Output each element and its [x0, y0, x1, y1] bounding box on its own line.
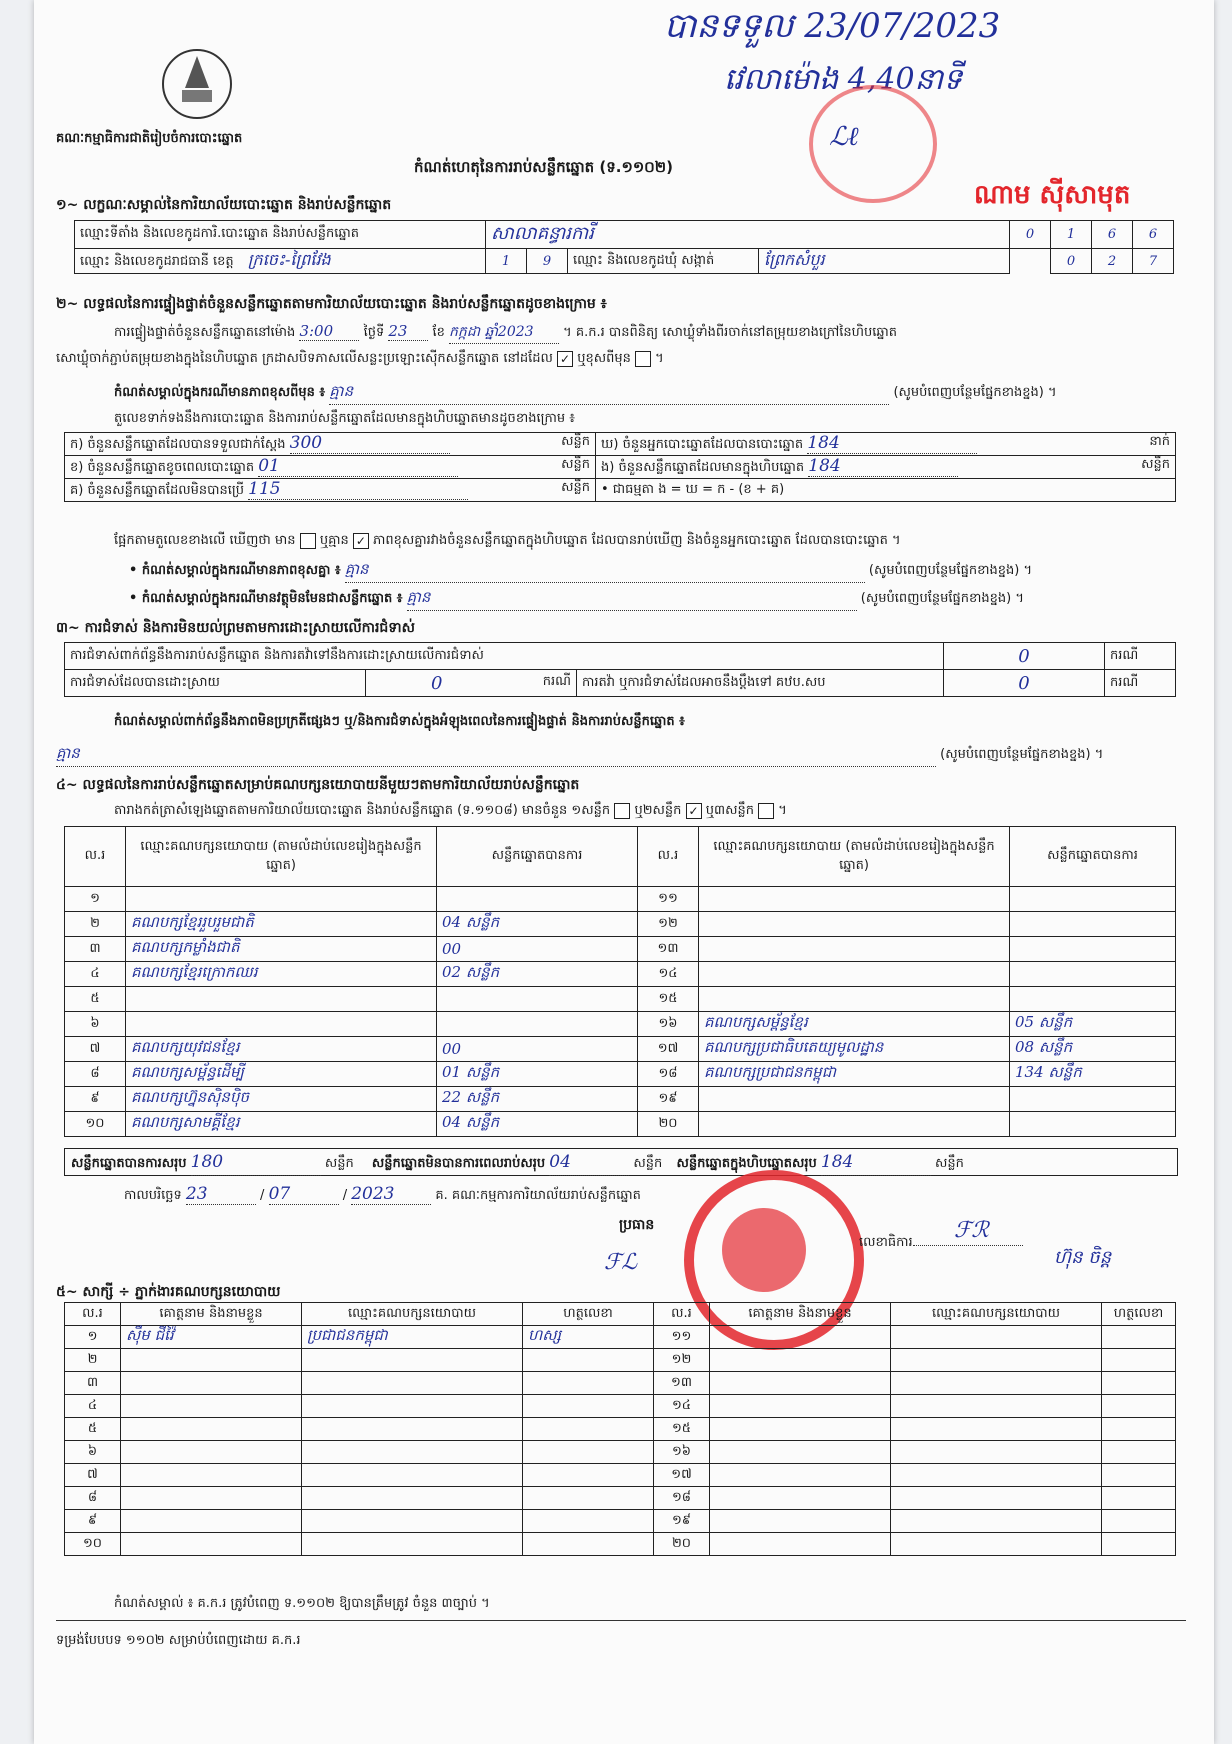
- witness-row: [65, 1533, 1176, 1556]
- witness-row: [65, 1510, 1176, 1533]
- result-party: [699, 987, 1010, 1012]
- result-no: ១: [65, 887, 126, 912]
- total-invalid-value: 04: [549, 1149, 629, 1176]
- result-party: គណបក្សកម្លាំងជាតិ: [126, 937, 437, 962]
- compare-line: ផ្អែកតាមតួលេខខាងលើ ឃើញថា មាន ឬគ្មាន ✓ ភាពខុសគ្នារវាងចំនួនសន្លឹកឆ្នោតក្នុងហិបឆ្នោត ដែលបានរាប់ឃើញ និងចំនួនអ្នកបោះឆ្នោត ដែលបានបោះឆ្នោត ។: [114, 533, 901, 548]
- result-votes: 04 សន្លឹក: [437, 1112, 638, 1137]
- location-code-digit: 6: [1133, 221, 1174, 249]
- witness-no: ១៩: [654, 1510, 710, 1533]
- witness-signature: [523, 1349, 654, 1372]
- witness-row: [65, 1441, 1176, 1464]
- receiver-signature: ℒℓ: [829, 122, 859, 152]
- witness-party: [302, 1349, 523, 1372]
- witness-party: [302, 1464, 523, 1487]
- result-no: ២: [65, 912, 126, 937]
- result-party: គណបក្សសម្ព័ន្ធដើម្បី: [126, 1062, 437, 1087]
- result-row: [65, 1087, 1176, 1112]
- result-votes: [437, 987, 638, 1012]
- result-party: [699, 912, 1010, 937]
- result-no: ១០: [65, 1112, 126, 1137]
- chair-signature: ℱℒ: [604, 1250, 638, 1275]
- section5-heading: ៥~ សាក្សី ÷ ភ្នាក់ងារគណបក្សនយោបាយ: [56, 1284, 281, 1300]
- result-no: ៧: [65, 1037, 126, 1062]
- witness-no: ៩: [65, 1510, 121, 1533]
- result-no: ២០: [638, 1112, 699, 1137]
- commune-code-digit: 7: [1133, 249, 1174, 274]
- section3-note-value: គ្មាន: [56, 744, 936, 767]
- witness-name: [710, 1533, 891, 1556]
- result-row: [65, 1037, 1176, 1062]
- witness-no: ៨: [65, 1487, 121, 1510]
- witness-signature: ហស្ស: [523, 1326, 654, 1349]
- commune-label: ឈ្មោះ និងលេខកូដឃុំ សង្កាត់: [568, 249, 759, 274]
- verification-month-value: កក្កដា ឆ្នាំ2023: [449, 322, 559, 344]
- witness-party: [891, 1395, 1102, 1418]
- note2-line: • កំណត់សម្គាល់ក្នុងករណីមានភាពខុសគ្នា ៖ គ្មាន (សូមបំពេញបន្ថែមផ្នែកខាងខ្នង) ។: [129, 560, 1032, 583]
- ballots-in-box-value: 184: [808, 456, 958, 477]
- result-votes: [1010, 912, 1176, 937]
- witness-name: [710, 1487, 891, 1510]
- witness-signature: [523, 1464, 654, 1487]
- witness-no: ១៣: [654, 1372, 710, 1395]
- result-row: [65, 937, 1176, 962]
- result-no: ៤: [65, 962, 126, 987]
- witness-signature: [1102, 1418, 1176, 1441]
- result-votes: 08 សន្លឹក: [1010, 1037, 1176, 1062]
- nec-logo-icon: [152, 42, 242, 122]
- witness-party: [891, 1326, 1102, 1349]
- commune-code-digit: 2: [1092, 249, 1133, 274]
- witness-name: [710, 1372, 891, 1395]
- section3-note-label: កំណត់សម្គាល់ពាក់ព័ន្ធនឹងភាពមិនប្រក្រតីផ្សេងៗ ឬ/និងការជំទាស់ក្នុងអំឡុងពេលនៃការផ្ទៀងផ្ទាត់ និងការរាប់សន្លឹកឆ្នោត ៖: [114, 714, 685, 729]
- total-valid-value: 180: [191, 1149, 321, 1176]
- witness-name: [710, 1464, 891, 1487]
- witness-name: [121, 1395, 302, 1418]
- witness-name: ស៊ឹម ជីវ៉ៃ: [121, 1326, 302, 1349]
- secretary-name: ហ៊ុន ចិន្ត: [1054, 1247, 1112, 1268]
- location-code-digit: 0: [1010, 221, 1051, 249]
- witness-signature: [523, 1372, 654, 1395]
- witness-name: [121, 1464, 302, 1487]
- witness-no: ១៨: [654, 1487, 710, 1510]
- verification-time-value: 3:00: [299, 322, 359, 341]
- results-table: ល.រ ឈ្មោះគណបក្សនយោបាយ (តាមលំដាប់លេខរៀងក្នុងសន្លឹកឆ្នោត) សន្លឹកឆ្នោតបានការ ល.រ ឈ្មោះគណបក្សនយោបាយ (តាមលំដាប់លេខរៀងក្នុងសន្លឹកឆ្នោត) សន្លឹកឆ្នោតបានការ ១ ១១ ២ គណបក្សខ្មែររួបរួមជាតិ 04 សន្លឹក ១២ ៣ គណបក្សកម្លាំងជាតិ 00 ១៣ ៤ គណបក្សខ្មែរក្រោកឈរ 02 សន្លឹក ១៤ ៥ ១៥ ៦ ១៦ គណបក្សសម្ព័ន្ធខ្មែរ 05 សន្លឹក ៧ គណបក្សយុវជនខ្មែរ 00 ១៧ គណបក្សប្រជាធិបតេយ្យមូលដ្ឋាន 08 សន្លឹក ៨ គណបក្សសម្ព័ន្ធដើម្បី 01 សន្លឹក ១៨ គណបក្សប្រជាជនកម្ពុជា 134 សន្លឹក ៩ គណបក្សហ្វ៊ុនស៊ិនប៉ិច 22 សន្លឹក ១៩ ១០ គណបក្សសាមគ្គីខ្មែរ 04 សន្លឹក ២០: [64, 826, 1176, 1137]
- result-party: [126, 887, 437, 912]
- commune-code-digit: 0: [1051, 249, 1092, 274]
- result-party: គណបក្សប្រជាធិបតេយ្យមូលដ្ឋាន: [699, 1037, 1010, 1062]
- result-row: [65, 887, 1176, 912]
- result-party: គណបក្សប្រជាជនកម្ពុជា: [699, 1062, 1010, 1087]
- location-code-digit: 6: [1092, 221, 1133, 249]
- witness-no: ១០: [65, 1533, 121, 1556]
- witness-party: [302, 1533, 523, 1556]
- result-party: គណបក្សយុវជនខ្មែរ: [126, 1037, 437, 1062]
- secretary-signature: ℱℛ: [954, 1218, 989, 1243]
- result-party: គណបក្សខ្មែររួបរួមជាតិ: [126, 912, 437, 937]
- witness-name: [710, 1510, 891, 1533]
- result-party: [699, 937, 1010, 962]
- location-code-digit: 1: [1051, 221, 1092, 249]
- result-no: ១៦: [638, 1012, 699, 1037]
- seal-paragraph: សោឃ្លុំចាក់ភ្ជាប់តម្រុយខាងក្នុងនៃហិបឆ្នោត ក្រដាសបិទភាសលើសន្លះប្រឡោះស៊ើកសន្លឹកឆ្នោត នៅដដែល ✓ ឬខុសពីមុន ។: [56, 351, 664, 366]
- result-party: គណបក្សហ្វ៊ុនស៊ិនប៉ិច: [126, 1087, 437, 1112]
- committee-name: គណៈកម្មាធិការជាតិរៀបចំការបោះឆ្នោត: [56, 131, 243, 146]
- result-no: ១៤: [638, 962, 699, 987]
- verification-day-value: 23: [388, 322, 428, 341]
- result-no: ១៩: [638, 1087, 699, 1112]
- attachment-line: តារាងកត់ត្រាសំឡេងឆ្នោតតាមការិយាល័យបោះឆ្នោត និងរាប់សន្លឹកឆ្នោត (ទ.១១០៨) មានចំនួន ១សន្លឹក ឬ២សន្លឹក ✓ ឬ៣សន្លឹក ។: [114, 803, 787, 818]
- secretary-line: លេខាធិការ: [859, 1234, 1023, 1253]
- witness-name: [121, 1418, 302, 1441]
- witness-no: ១២: [654, 1349, 710, 1372]
- formula-text: • ជាធម្មតា ង = ឃ = ក - (ខ + គ): [596, 479, 1176, 502]
- ballots-received-value: 300: [290, 433, 450, 454]
- totals-row: សន្លឹកឆ្នោតបានការសរុប 180 សន្លឹក សន្លឹកឆ្នោតមិនបានការពេលរាប់សរុប 04 សន្លឹក សន្លឹកឆ្នោតក្នុងហិបឆ្នោតសរុប 184 សន្លឹក: [64, 1148, 1178, 1176]
- note3-value: គ្មាន: [407, 588, 857, 611]
- result-row: [65, 912, 1176, 937]
- witness-party: [302, 1441, 523, 1464]
- counts-table: ក) ចំនួនសន្លឹកឆ្នោតដែលបានទទួលជាក់ស្តែង 300 សន្លឹក ឃ) ចំនួនអ្នកបោះឆ្នោតដែលបានបោះឆ្នោត 184 នាក់ ខ) ចំនួនសន្លឹកឆ្នោតខូចពេលបោះឆ្នោត 01 សន្លឹក ង) ចំនួនសន្លឹកឆ្នោតដែលមានក្នុងហិបឆ្នោត 184 សន្លឹក គ) ចំនួនសន្លឹកឆ្នោតដែលមិនបានប្រើ 115 សន្លឹក • ជាធម្មតា ង = ឃ = ក - (ខ + គ): [64, 432, 1176, 502]
- witness-name: [121, 1372, 302, 1395]
- unused-ballots-value: 115: [248, 479, 468, 500]
- result-no: ៨: [65, 1062, 126, 1087]
- witness-name: [710, 1395, 891, 1418]
- result-votes: [1010, 962, 1176, 987]
- chair-label: ប្រធាន: [619, 1217, 655, 1233]
- result-row: [65, 1112, 1176, 1137]
- result-votes: 05 សន្លឹក: [1010, 1012, 1176, 1037]
- result-party: [699, 1112, 1010, 1137]
- witness-name: [121, 1349, 302, 1372]
- witness-signature: [1102, 1349, 1176, 1372]
- result-no: ១៧: [638, 1037, 699, 1062]
- result-row: [65, 1062, 1176, 1087]
- receiver-name-red: ណាម ស៊ីសាមុត: [974, 180, 1131, 210]
- result-row: [65, 1012, 1176, 1037]
- section1-heading: ១~ លក្ខណៈសម្គាល់នៃការិយាល័យបោះឆ្នោត និងរាប់សន្លឹកឆ្នោត: [56, 197, 392, 213]
- witness-signature: [523, 1441, 654, 1464]
- witness-party: [891, 1464, 1102, 1487]
- result-party: [126, 987, 437, 1012]
- commune-value: ព្រែកសំបួរ: [759, 249, 1010, 274]
- note1-value: គ្មាន: [329, 382, 889, 405]
- result-no: ១៣: [638, 937, 699, 962]
- result-votes: 02 សន្លឹក: [437, 962, 638, 987]
- witness-party: [302, 1418, 523, 1441]
- witness-row: [65, 1326, 1176, 1349]
- witness-signature: [1102, 1487, 1176, 1510]
- witness-party: [302, 1510, 523, 1533]
- witness-name: [710, 1349, 891, 1372]
- witness-no: ១១: [654, 1326, 710, 1349]
- result-votes: [437, 887, 638, 912]
- three-sheets-checkbox: [758, 803, 774, 819]
- result-row: [65, 962, 1176, 987]
- witness-row: [65, 1372, 1176, 1395]
- result-no: ១២: [638, 912, 699, 937]
- witness-row: [65, 1464, 1176, 1487]
- party-col-header: ឈ្មោះគណបក្សនយោបាយ (តាមលំដាប់លេខរៀងក្នុងសន្លឹកឆ្នោត): [126, 827, 437, 887]
- witness-no: ៧: [65, 1464, 121, 1487]
- witness-signature: [1102, 1326, 1176, 1349]
- witness-no: ១៤: [654, 1395, 710, 1418]
- changed-checkbox: [635, 351, 651, 367]
- witness-no: ១៦: [654, 1441, 710, 1464]
- witness-row: [65, 1395, 1176, 1418]
- witness-signature: [523, 1487, 654, 1510]
- result-no: ១៥: [638, 987, 699, 1012]
- unchanged-checkbox: ✓: [557, 351, 573, 367]
- witness-row: [65, 1487, 1176, 1510]
- witness-signature: [1102, 1372, 1176, 1395]
- result-votes: [1010, 987, 1176, 1012]
- location-value: សាលាគន្ធារការី: [486, 221, 1010, 249]
- received-date-handwriting: បានទទួល 23/07/2023: [664, 6, 1001, 46]
- witness-signature: [1102, 1441, 1176, 1464]
- report-date-line: កាលបរិច្ឆេទ 23 / 07 / 2023 គ. គណៈកម្មការការិយាល័យរាប់សន្លឹកឆ្នោត: [124, 1184, 641, 1204]
- witness-name: [121, 1441, 302, 1464]
- witness-no: ១៥: [654, 1418, 710, 1441]
- result-votes: [1010, 1112, 1176, 1137]
- spoiled-ballots-value: 01: [258, 456, 458, 477]
- result-party: [126, 1012, 437, 1037]
- witness-signature: [1102, 1464, 1176, 1487]
- result-votes: [1010, 887, 1176, 912]
- witness-signature: [523, 1395, 654, 1418]
- witness-no: ១៧: [654, 1464, 710, 1487]
- witness-party: [891, 1418, 1102, 1441]
- witness-no: ៥: [65, 1418, 121, 1441]
- province-code-digit: 9: [527, 249, 568, 274]
- witness-party: [891, 1372, 1102, 1395]
- witness-party: [891, 1510, 1102, 1533]
- result-votes: 04 សន្លឹក: [437, 912, 638, 937]
- resolved-complaints-value: 0 ករណី: [366, 670, 577, 697]
- note1-line: កំណត់សម្គាល់ក្នុងករណីមានភាពខុសពីមុន ៖ គ្មាន (សូមបំពេញបន្ថែមផ្នែកខាងខ្នង) ។: [114, 382, 1057, 405]
- province-code-digit: 1: [486, 249, 527, 274]
- result-votes: 00: [437, 1037, 638, 1062]
- result-votes: 134 សន្លឹក: [1010, 1062, 1176, 1087]
- result-party: គណបក្សខ្មែរក្រោកឈរ: [126, 962, 437, 987]
- result-row: [65, 987, 1176, 1012]
- witness-no: ៣: [65, 1372, 121, 1395]
- result-no: ១១: [638, 887, 699, 912]
- no-difference-checkbox: ✓: [353, 533, 369, 549]
- footer-divider: [56, 1620, 1186, 1621]
- witness-name: [121, 1487, 302, 1510]
- witness-name: [121, 1510, 302, 1533]
- witness-no: ២: [65, 1349, 121, 1372]
- witness-no: ២០: [654, 1533, 710, 1556]
- verification-paragraph: ការផ្ទៀងផ្ទាត់ចំនួនសន្លឹកឆ្នោតនៅម៉ោង 3:00 ថ្ងៃទី 23 ខែ កក្កដា ឆ្នាំ2023 ។ គ.ក.រ បានពិនិត្យ សោឃ្លុំទាំងពីរចាក់នៅតម្រុយខាងក្រៅនៃហិបឆ្នោត: [114, 322, 897, 344]
- witness-signature: [523, 1418, 654, 1441]
- witness-signature: [1102, 1510, 1176, 1533]
- result-votes: 01 សន្លឹក: [437, 1062, 638, 1087]
- received-time-handwriting: វេលាម៉ោង 4,40នាទី: [724, 62, 963, 97]
- section2-heading: ២~ លទ្ធផលនៃការផ្ទៀងផ្ទាត់ចំនួនសន្លឹកឆ្នោតតាមការិយាល័យបោះឆ្នោត និងរាប់សន្លឹកឆ្នោតដូចខាងក្រោម ៖: [56, 296, 607, 312]
- witness-name: [710, 1326, 891, 1349]
- witness-signature: [1102, 1533, 1176, 1556]
- result-party: [699, 1087, 1010, 1112]
- note3-line: • កំណត់សម្គាល់ក្នុងករណីមានវត្ថុមិនមែនជាសន្លឹកឆ្នោត ៖ គ្មាន (សូមបំពេញបន្ថែមផ្នែកខាងខ្នង) ។: [129, 588, 1024, 611]
- result-party: គណបក្សសាមគ្គីខ្មែរ: [126, 1112, 437, 1137]
- ballot-count-report-form: [34, 0, 1214, 1744]
- appeals-value: 0: [944, 670, 1105, 697]
- witness-name: [710, 1418, 891, 1441]
- witness-party: [302, 1372, 523, 1395]
- witness-party: [891, 1487, 1102, 1510]
- witness-party: [891, 1441, 1102, 1464]
- complaints-value: 0: [944, 643, 1105, 670]
- section1-table: [74, 220, 1174, 274]
- witness-table: ល.រ គោត្តនាម និងនាមខ្លួន ឈ្មោះគណបក្សនយោបាយ ហត្ថលេខា ល.រ គោត្តនាម និងនាមខ្លួន ឈ្មោះគណបក្សនយោបាយ ហត្ថលេខា ១ ស៊ឹម ជីវ៉ៃ ប្រជាជនកម្ពុជា ហស្ស ១១ ២ ១២ ៣ ១៣ ៤ ១៤ ៥ ១៥ ៦ ១៦ ៧ ១៧ ៨ ១៨ ៩ ១៩ ១០ ២០: [64, 1302, 1176, 1556]
- voters-voted-value: 184: [807, 433, 977, 454]
- witness-name: [710, 1441, 891, 1464]
- has-difference-checkbox: [300, 533, 316, 549]
- location-label: ឈ្មោះទីតាំង និងលេខកូដការិ.បោះឆ្នោត និងរាប់សន្លឹកឆ្នោត: [75, 221, 486, 249]
- one-sheet-checkbox: [614, 803, 630, 819]
- result-no: ៥: [65, 987, 126, 1012]
- witness-no: ៦: [65, 1441, 121, 1464]
- witness-party: ប្រជាជនកម្ពុជា: [302, 1326, 523, 1349]
- witness-row: [65, 1349, 1176, 1372]
- province-value: ក្រចេះ-ព្រៃវែង: [247, 250, 331, 269]
- result-no: ១៨: [638, 1062, 699, 1087]
- witness-party: [302, 1487, 523, 1510]
- note2-value: គ្មាន: [345, 560, 865, 583]
- witness-signature: [523, 1533, 654, 1556]
- form-note: ទម្រង់បែបបទ ១១០២ សម្រាប់បំពេញដោយ គ.ក.រ: [56, 1633, 301, 1648]
- witness-no: ១: [65, 1326, 121, 1349]
- total-in-box-value: 184: [821, 1149, 931, 1176]
- section3-note-line: គ្មាន (សូមបំពេញបន្ថែមផ្នែកខាងខ្នង) ។: [56, 744, 1103, 767]
- result-votes: 00: [437, 937, 638, 962]
- result-party: [699, 887, 1010, 912]
- witness-no: ៤: [65, 1395, 121, 1418]
- result-votes: [1010, 937, 1176, 962]
- witness-signature: [523, 1510, 654, 1533]
- witness-party: [302, 1395, 523, 1418]
- section4-heading: ៤~ លទ្ធផលនៃការរាប់សន្លឹកឆ្នោតសម្រាប់គណបក្សនយោបាយនីមួយៗតាមការិយាល័យរាប់សន្លឹកឆ្នោត: [56, 777, 580, 793]
- complaints-table: ការជំទាស់ពាក់ព័ន្ធនឹងការរាប់សន្លឹកឆ្នោត និងការតវ៉ាទៅនឹងការដោះស្រាយលើការជំទាស់ 0 ករណី ការជំទាស់ដែលបានដោះស្រាយ 0 ករណី ការតវ៉ា ឬការជំទាស់ដែលអាចនឹងប្តឹងទៅ គឋប.សប 0 ករណី: [64, 642, 1176, 697]
- witness-party: [891, 1533, 1102, 1556]
- witness-row: [65, 1418, 1176, 1441]
- counts-intro: តួលេខទាក់ទងនឹងការបោះឆ្នោត និងការរាប់សន្លឹកឆ្នោតដែលមានក្នុងហិបឆ្នោតមានដូចខាងក្រោម ៖: [114, 411, 575, 426]
- witness-party: [891, 1349, 1102, 1372]
- two-sheets-checkbox: ✓: [686, 803, 702, 819]
- section3-heading: ៣~ ការជំទាស់ និងការមិនយល់ព្រមតាមការដោះស្រាយលើការជំទាស់: [56, 620, 415, 636]
- witness-name: [121, 1533, 302, 1556]
- result-no: ៦: [65, 1012, 126, 1037]
- province-label: ឈ្មោះ និងលេខកូដរាជធានី ខេត្ត ក្រចេះ-ព្រៃវែង: [75, 249, 486, 274]
- result-no: ៩: [65, 1087, 126, 1112]
- result-votes: [1010, 1087, 1176, 1112]
- footer-note: កំណត់សម្គាល់ ៖ គ.ក.រ ត្រូវបំពេញ ទ.១១០២ ឱ្យបានត្រឹមត្រូវ ចំនួន ៣ច្បាប់ ។: [114, 1596, 490, 1611]
- result-party: [699, 962, 1010, 987]
- result-party: គណបក្សសម្ព័ន្ធខ្មែរ: [699, 1012, 1010, 1037]
- result-votes: [437, 1012, 638, 1037]
- result-no: ៣: [65, 937, 126, 962]
- form-title: កំណត់ហេតុនៃការរាប់សន្លឹកឆ្នោត (ទ.១១០២): [414, 158, 674, 176]
- result-votes: 22 សន្លឹក: [437, 1087, 638, 1112]
- witness-signature: [1102, 1395, 1176, 1418]
